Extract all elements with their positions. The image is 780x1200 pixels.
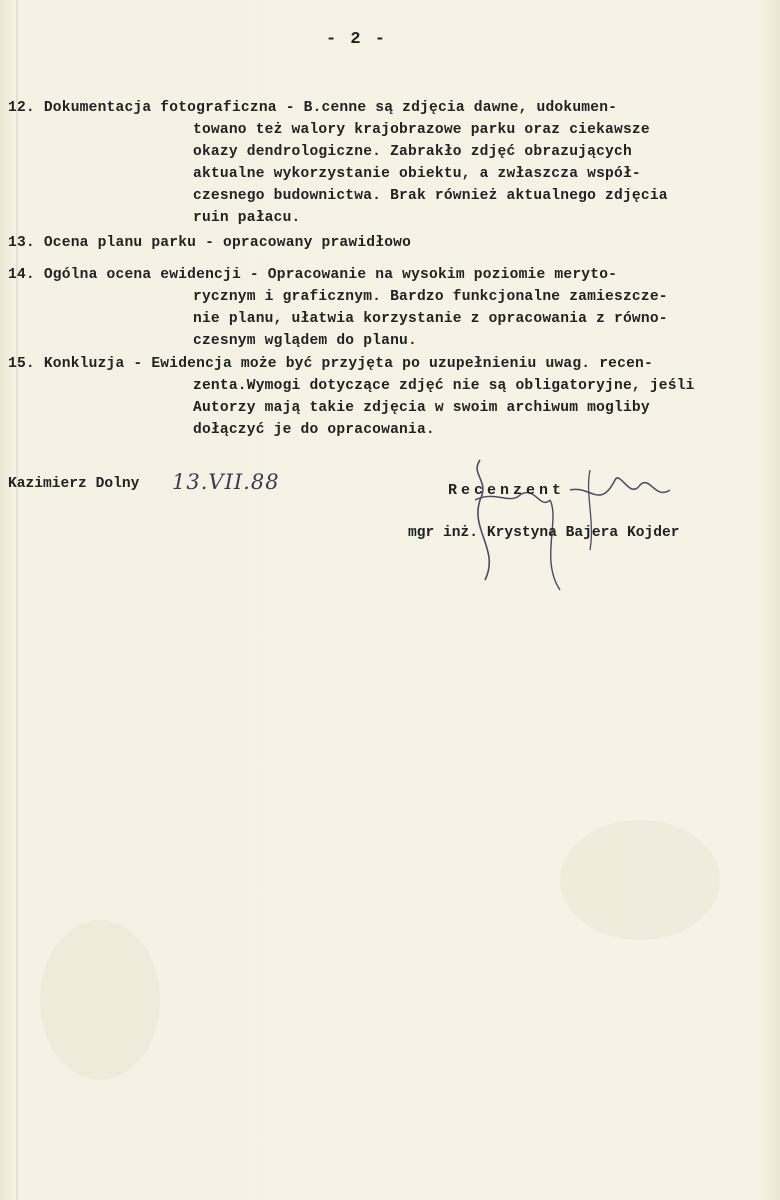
entry-line: Autorzy mają takie zdjęcia w swoim archiwum mogliby (193, 400, 650, 416)
entry-line: czesnego budownictwa. Brak również aktualnego zdjęcia (193, 188, 668, 204)
entry-heading: 15. Konkluzja - Ewidencja może być przyjęta po uzupełnieniu uwag. recen- (8, 356, 653, 372)
paper-stain (40, 920, 160, 1080)
entry-14-body (193, 286, 668, 352)
entry-line: aktualne wykorzystanie obiektu, a zwłaszcza współ- (193, 166, 641, 182)
entry-14 (8, 264, 617, 286)
entry-12-body (193, 119, 668, 229)
entry-line: dołączyć je do opracowania. (193, 422, 435, 438)
entry-line: zenta.Wymogi dotyczące zdjęć nie są obligatoryjne, jeśli (193, 378, 695, 394)
entry-12 (8, 97, 617, 119)
entry-line: okazy dendrologiczne. Zabrakło zdjęć obrazujących (193, 144, 632, 160)
entry-line: nie planu, ułatwia korzystanie z opracowania z równo- (193, 311, 668, 327)
handwritten-date: 13.VII.88 (172, 470, 280, 494)
reviewer-label: Recenzent (448, 482, 566, 499)
handwritten-signature (440, 440, 680, 600)
reviewer-name: mgr inż. Krystyna Bajera Kojder (408, 525, 680, 541)
place-name: Kazimierz Dolny (8, 476, 140, 492)
paper-fold-shadow (16, 0, 18, 1200)
entry-15-body (193, 375, 695, 441)
paper-stain (560, 820, 720, 940)
entry-heading: 13. Ocena planu parku - opracowany prawidłowo (8, 235, 412, 251)
entry-line: rycznym i graficznym. Bardzo funkcjonalne zamieszcze- (193, 289, 668, 305)
entry-heading: 14. Ogólna ocena ewidencji - Opracowanie na wysokim poziomie meryto- (8, 267, 618, 283)
page-number: - 2 - (326, 30, 388, 49)
entry-line: towano też walory krajobrazowe parku oraz ciekawsze (193, 122, 650, 138)
entry-15 (8, 353, 653, 375)
entry-line: czesnym wglądem do planu. (193, 333, 417, 349)
entry-heading: 12. Dokumentacja fotograficzna - B.cenne są zdjęcia dawne, udokumen- (8, 100, 618, 116)
entry-line: ruin pałacu. (193, 210, 301, 226)
entry-13 (8, 232, 411, 254)
